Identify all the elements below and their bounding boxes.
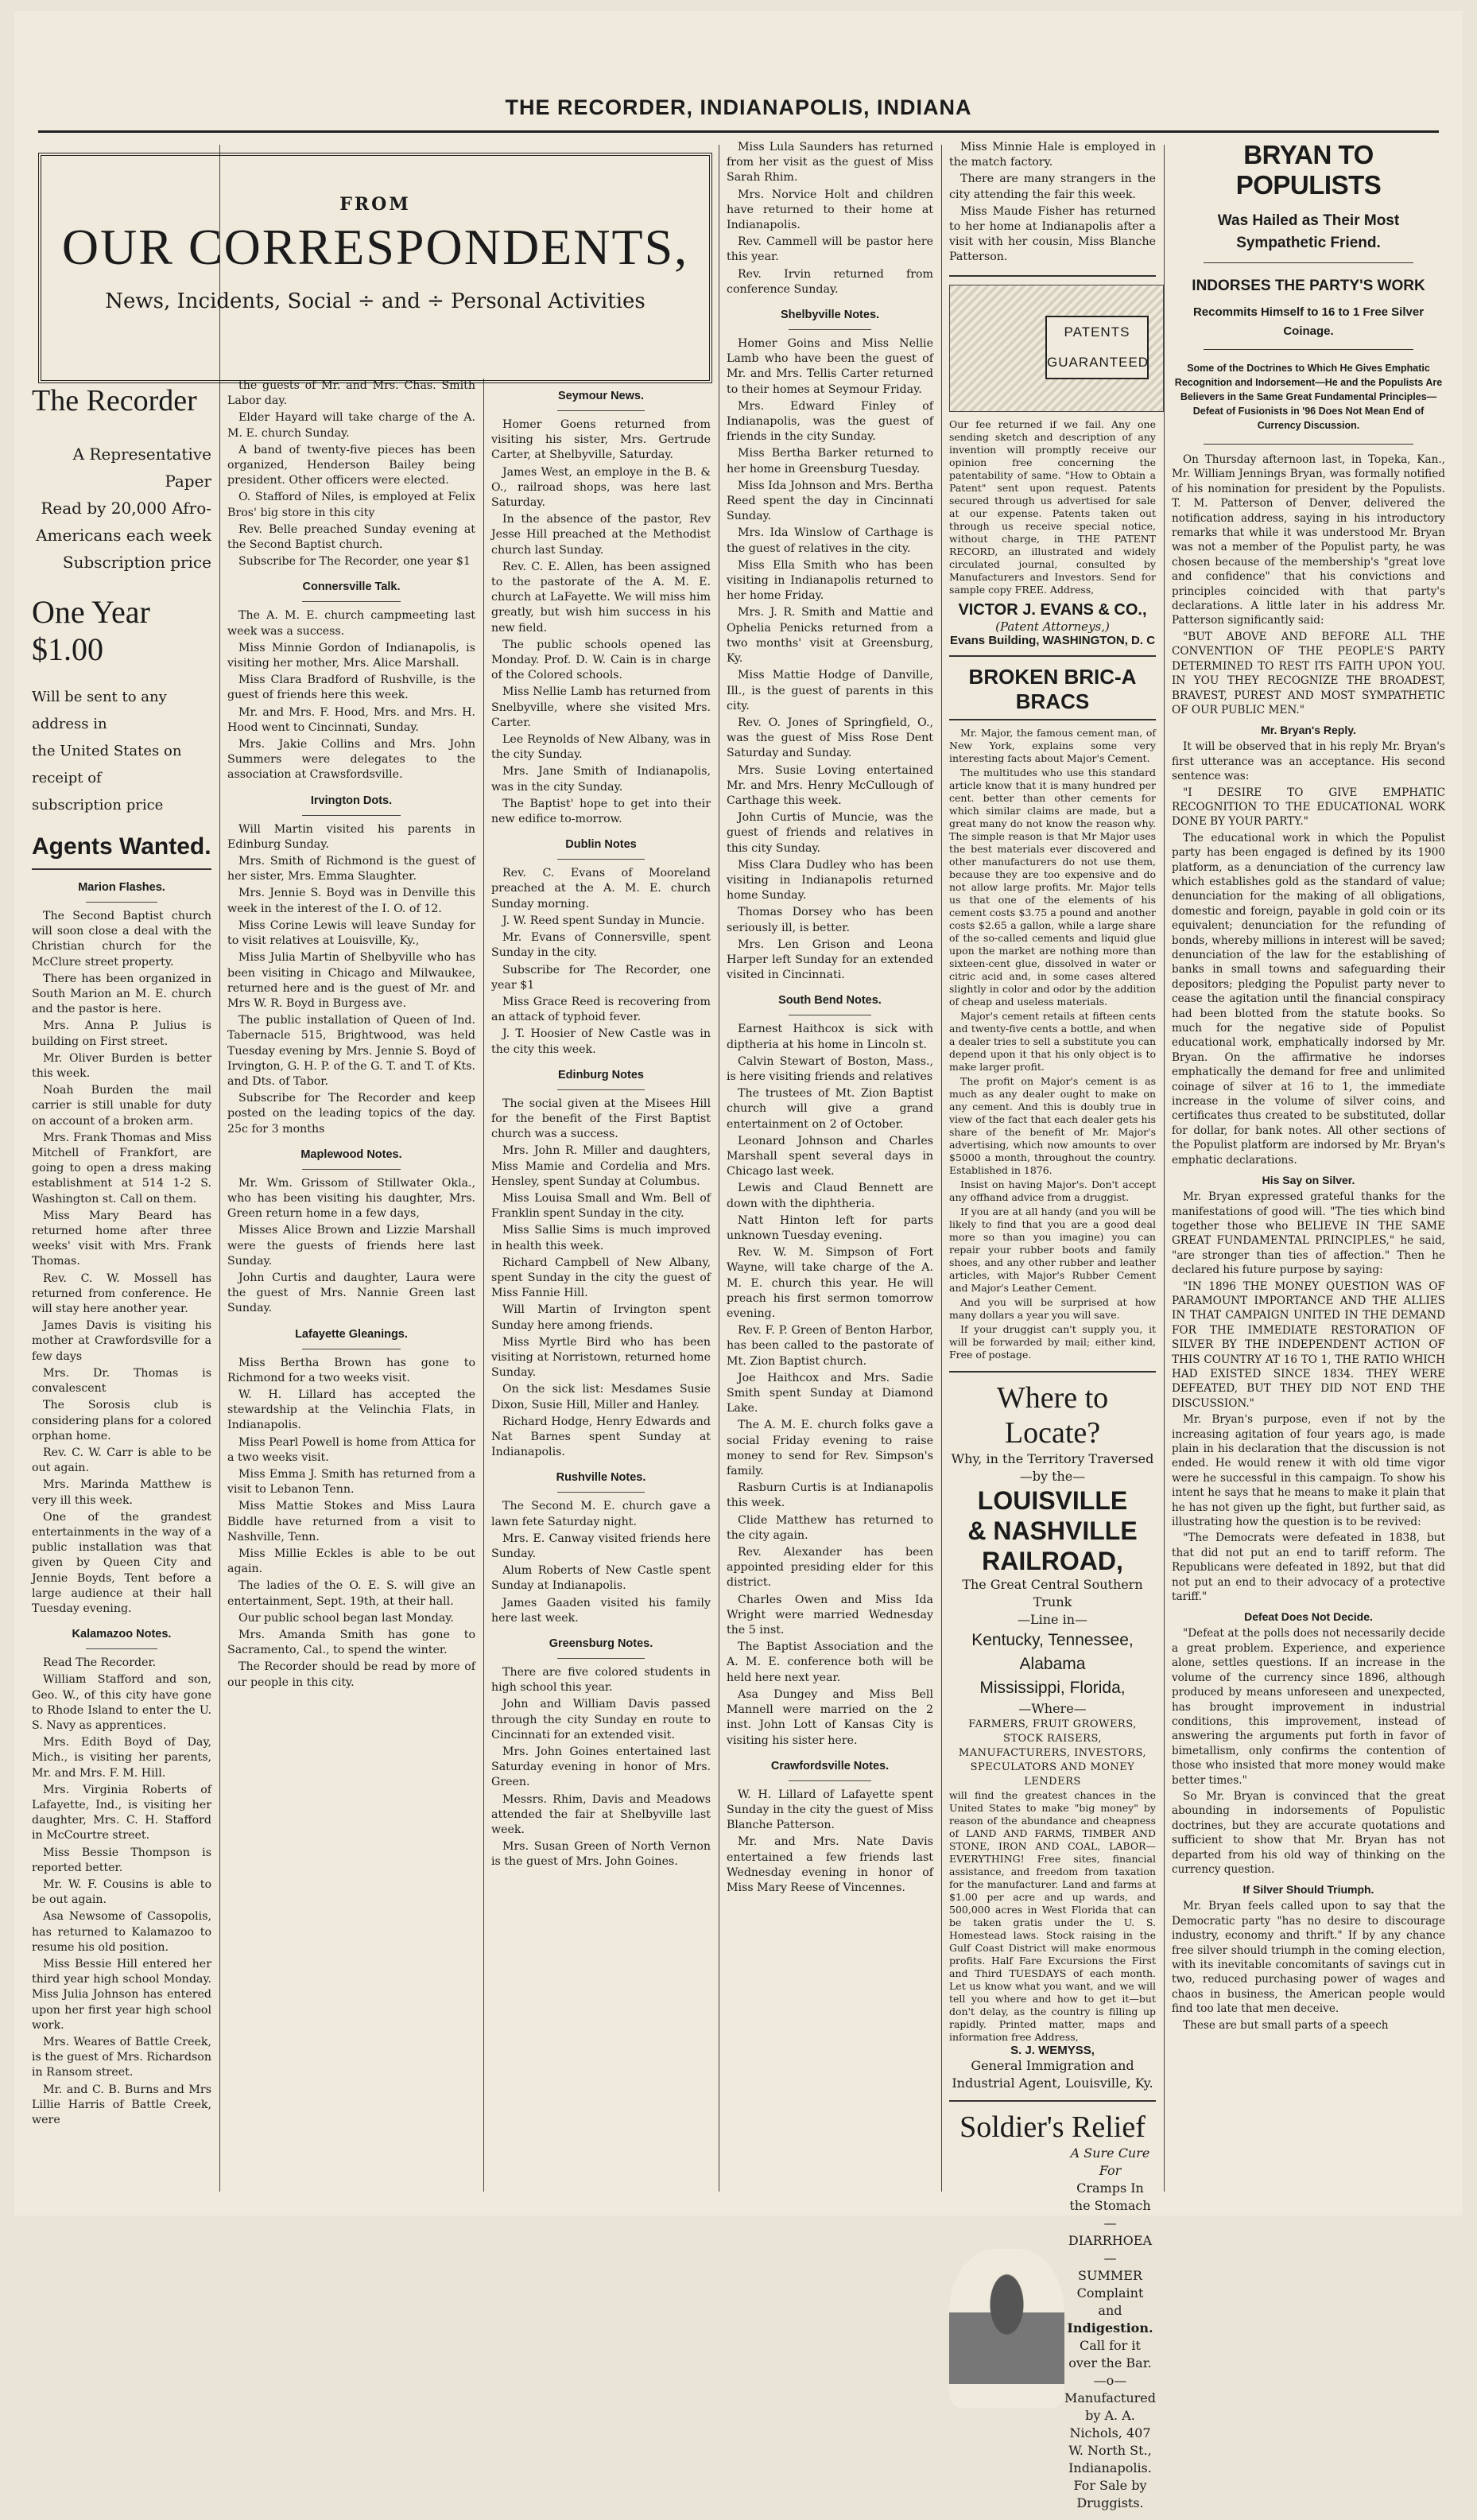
news-item: The ladies of the O. E. S. will give an entertainment, Sept. 19th, at their hall. <box>227 1579 475 1608</box>
news-item: Mr. Evans of Connersville, spent Sunday in the city. <box>491 931 711 960</box>
news-item: Miss Louisa Small and Wm. Bell of Franklin spent Sunday in the city. <box>491 1191 711 1221</box>
promo-condition: subscription price <box>32 797 164 813</box>
ad-line: The Great Central Southern Trunk <box>962 1576 1143 1609</box>
news-item: Lee Reynolds of New Albany, was in the city Sunday. <box>491 733 711 762</box>
south-bend-items <box>727 1022 933 1748</box>
agent-name: S. J. WEMYSS, <box>1010 2043 1095 2057</box>
news-item: Earnest Haithcox is sick with diptheria at his home in Lincoln st. <box>727 1023 933 1051</box>
news-item: Mr. Major, the famous cement man, of New York, explains some very interesting facts about Major's Cement. <box>949 726 1156 764</box>
patent-illustration <box>949 285 1164 412</box>
masthead: THE RECORDER, INDIANAPOLIS, INDIANA <box>505 95 972 119</box>
article-subhead: His Say on Silver. <box>1262 1174 1355 1187</box>
promo-line: Read by 20,000 Afro- <box>41 499 211 518</box>
ad-line: —o— <box>1093 2372 1127 2388</box>
news-item: Homer Goins and Miss Nellie Lamb who have been the guest of Mr. and Mrs. Tellis Carter returned to their homes at Seymour Friday. <box>727 337 933 396</box>
news-item: Miss Lula Saunders has returned from her visit as the guest of Miss Sarah Rhim. <box>727 141 933 184</box>
soldier-illustration <box>949 2249 1064 2408</box>
news-item: The profit on Major's cement is as much as any dealer ought to make on any cement. And this is doubly true in view of the fact that each dealer gets his share of the benefit of Mr. Major's advertising, which now amounts to over $5000 a month, throughout the country. Established in 1876. <box>949 1074 1156 1176</box>
news-item: The Second Baptist church will soon close a deal with the Christian church for the McClure street property. <box>32 910 211 969</box>
news-item: Miss Clara Dudley who has been visiting in Indianapolis returned home Sunday. <box>727 858 933 903</box>
column5-top <box>949 140 1156 277</box>
news-item: Mrs. Amanda Smith has gone to Sacramento, Cal., to spend the winter. <box>227 1629 475 1657</box>
ad-line: For Sale by Druggists. <box>1073 2477 1147 2510</box>
news-item: The social given at the Misees Hill for the benefit of the First Baptist church was a success. <box>491 1097 711 1141</box>
news-item: Calvin Stewart of Boston, Mass., is here visiting friends and relatives <box>727 1054 933 1083</box>
locate-headline: Where to Locate? <box>996 1380 1109 1450</box>
news-item: Mrs. Virginia Roberts of Lafayette, Ind., is visiting her daughter, Mrs. C. H. Stafford in McCourtre street. <box>32 1783 211 1842</box>
news-item: Miss Pearl Powell is home from Attica for a two weeks visit. <box>227 1435 475 1464</box>
continued-items <box>227 379 475 569</box>
ad-line: Cramps In the Stomach <box>1069 2180 1151 2213</box>
section-heading: Connersville Talk. <box>227 580 475 602</box>
section-heading: Maplewood Notes. <box>227 1148 475 1170</box>
news-item: Charles Owen and Miss Ida Wright were married Wednesday the 5 inst. <box>727 1593 933 1637</box>
ad-line: —by the— <box>1019 1468 1086 1484</box>
news-item: The Second M. E. church gave a lawn fete Saturday night. <box>491 1500 711 1528</box>
news-item: Read The Recorder. <box>43 1656 157 1670</box>
article-paragraphs <box>1172 740 1445 1167</box>
soldiers-relief-ad <box>949 2110 1156 2520</box>
marion-items <box>32 909 211 1617</box>
ad-line: SUMMER Complaint and <box>1076 2267 1144 2318</box>
news-item: Mrs. Anna P. Julius is building on First street. <box>32 1019 211 1048</box>
column-2 <box>227 379 475 2192</box>
news-item: W. H. Lillard of Lafayette spent Sunday in the city the guest of Miss Blanche Patterson. <box>727 1788 933 1832</box>
subheadline: Was Hailed as Their Most Sympathetic Friend. <box>1217 212 1400 251</box>
headline: BRYAN TO POPULISTS <box>1235 140 1382 200</box>
edinburg-items <box>491 1097 711 1461</box>
news-item: Mrs. Susie Loving entertained Mr. and Mrs. Henry McCullough of Carthage this week. <box>727 763 933 807</box>
news-item: Joe Haithcox and Mrs. Sadie Smith spent Sunday at Diamond Lake. <box>727 1371 933 1415</box>
news-item: One of the grandest entertainments in the way of a public installation was that given by Queen City and Jennie Boyds, Tent before a large audience at their hall Tuesday evening. <box>32 1510 211 1615</box>
news-item: Clide Matthew has returned to the city again. <box>727 1513 933 1542</box>
rule <box>1204 444 1413 445</box>
news-item: the guests of Mr. and Mrs. Chas. Smith Labor day. <box>227 379 475 408</box>
railroad-name: LOUISVILLE <box>977 1485 1128 1515</box>
news-item: Mr. Oliver Burden is better this week. <box>32 1051 211 1081</box>
news-item: Messrs. Rhim, Davis and Meadows attended the fair at Shelbyville last week. <box>491 1792 711 1837</box>
shelbyville-items <box>727 336 933 983</box>
news-item: Miss Bessie Thompson is reported better. <box>32 1846 211 1874</box>
section-heading: Greensburg Notes. <box>491 1637 711 1659</box>
news-item: Miss Minnie Gordon of Indianapolis, is visiting her mother, Mrs. Alice Marshall. <box>227 641 475 670</box>
ad-line: —DIARRHOEA— <box>1068 2215 1153 2266</box>
news-item: Mrs. Norvice Holt and children have returned to their home at Indianapolis. <box>727 188 933 232</box>
section-heading: Dublin Notes <box>491 838 711 860</box>
article-subhead: Mr. Bryan's Reply. <box>1261 724 1356 737</box>
article-subhead: Defeat Does Not Decide. <box>1244 1610 1373 1624</box>
section-heading: Seymour News. <box>491 390 711 411</box>
news-item: Miss Bessie Hill entered her third year high school Monday. Miss Julia Johnson has entered upon her first year high school work. <box>32 1958 211 2032</box>
section-heading: Marion Flashes. <box>32 881 211 903</box>
news-item: Rev. C. W. Mossell has returned from conference. He will stay here another year. <box>32 1272 211 1316</box>
news-item: Lewis and Claud Bennett are down with the diphtheria. <box>727 1182 933 1210</box>
news-item: Subscribe for The Recorder, one year $1 <box>491 963 711 992</box>
news-item: Miss Mary Beard has returned home after three weeks' visit with Mrs. Frank Thomas. <box>32 1209 211 1268</box>
news-item: Rasburn Curtis is at Indianapolis this week. <box>727 1481 933 1510</box>
news-item: "BUT ABOVE AND BEFORE ALL THE CONVENTION OF THE PEOPLE'S PARTY DETERMINED TO REST ITS FAITH UPON YOU. IN YOU THEY RECOGNIZE THE BROADEST, BRAVEST, PUREST AND MOST SYMPATHETIC OF OUR PUBLIC MEN." <box>1172 630 1445 716</box>
news-item: On Thursday afternoon last, in Topeka, Kan., Mr. William Jennings Bryan, was formally notified of his nomination for president by the Populists. T. M. Patterson of Denver, delivered the notification address, saying in his introductory remarks that while it was understood Mr. Bryan was not a member of the Populist party, he was chosen because of the membership's "great love and confidence" that his convictions and principles coincided with that party's declarations. A little later in his address Mr. Patterson significantly said: <box>1172 453 1445 627</box>
news-item: Leonard Johnson and Charles Marshall spent several days in Chicago last week. <box>727 1134 933 1178</box>
section-heading: Rushville Notes. <box>491 1471 711 1493</box>
news-item: The multitudes who use this standard article know that it is many hundred per cent. better than other cements for which similar claims are made, but a great many do not know the reason why. The simple reason is that Mr Major uses the best materials ever discovered and other manufacturers do not use them, because they are too expensive and do not allow large profits. Mr. Major tells us that one of the elements of his cement costs $3.75 a pound and another costs $2.65 a gallon, while a large share of the so-called cements and liquid glue upon the market are nothing more than sixteen-cent glue, dissolved in water or citric acid and, in some cases altered slightly in color and odor by the addition of cheap and useless materials. <box>949 766 1156 1008</box>
promo-line: Subscription price <box>62 553 211 572</box>
masthead-rule <box>38 130 1439 133</box>
news-item: "I DESIRE TO GIVE EMPHATIC RECOGNITION TO THE EDUCATIONAL WORK DONE BY YOUR PARTY." <box>1172 786 1445 829</box>
seymour-items <box>491 417 711 827</box>
news-item: Miss Clara Bradford of Rushville, is the guest of friends here this week. <box>227 674 475 702</box>
news-item: John and William Davis passed through the city Sunday en route to Cincinnati for an extended visit. <box>491 1698 711 1741</box>
news-item: Mrs. Frank Thomas and Miss Mitchell of Frankfort, are going to open a dress making establishment at 514 1-2 S. Washington st. Call on them. <box>32 1131 211 1206</box>
news-item: Miss Mattie Stokes and Miss Laura Biddle have returned from a visit to Nashville, Tenn. <box>227 1500 475 1543</box>
article-subhead: If Silver Should Triumph. <box>1242 1883 1374 1897</box>
subheadline: Recommits Himself to 16 to 1 Free Silver Coinage. <box>1192 305 1425 338</box>
connersville-items <box>227 608 475 782</box>
news-item: Miss Corine Lewis will leave Sunday for to visit relatives at Louisville, Ky., <box>227 918 475 948</box>
ad-line: —Line in— <box>1017 1611 1088 1627</box>
news-item: Mrs. John Goines entertained last Saturday evening in honor of Mrs. Green. <box>491 1745 711 1789</box>
news-item: Natt Hinton left for parts unknown Tuesday evening. <box>727 1213 933 1242</box>
promo-title: The Recorder <box>32 384 197 417</box>
news-item: Mr. and C. B. Burns and Mrs Lillie Harris of Battle Creek, were <box>32 2083 211 2127</box>
news-item: Alum Roberts of New Castle spent Sunday at Indianapolis. <box>491 1564 711 1593</box>
news-item: On the sick list: Mesdames Susie Dixon, Susie Hill, Miller and Hanley. <box>491 1383 711 1411</box>
news-item: There are many strangers in the city attending the fair this week. <box>949 173 1156 201</box>
news-item: Mrs. Jakie Collins and Mrs. John Summers were delegates to the association at Crawsfordsville. <box>227 738 475 782</box>
news-item: These are but small parts of a speech <box>1183 2018 1389 2032</box>
news-item: Miss Julia Martin of Shelbyville who has been visiting in Chicago and Milwaukee, returned here and is the guest of Mr. and Mrs W. R. Boyd in Burgess ave. <box>227 951 475 1010</box>
badge-line: GUARANTEED <box>1047 354 1149 370</box>
news-item: "The Democrats were defeated in 1838, but that did not put an end to tariff reform. The Republicans were defeated in 1892, but that did not put an end to their advocacy of a protective tariff." <box>1172 1532 1445 1604</box>
news-item: The Recorder should be read by more of our people in this city. <box>227 1660 475 1689</box>
news-item: The A. M. E. church folks gave a social Friday evening to raise money to send for Rev. Simpson's family. <box>727 1419 933 1478</box>
news-item: Misses Alice Brown and Lizzie Marshall were the guests of friends here last Sunday. <box>227 1224 475 1268</box>
news-item: John Curtis of Muncie, was the guest of friends and relatives in this city Sunday. <box>727 811 933 855</box>
news-item: Elder Hayard will take charge of the A. M. E. church Sunday. <box>227 411 475 440</box>
news-item: Rev. F. P. Green of Benton Harbor, has been called to the pastorate of Mt. Zion Baptist church. <box>727 1324 933 1368</box>
news-item: W. H. Lillard has accepted the stewardship at the Velinchia Flats, in Indianapolis. <box>227 1388 475 1432</box>
news-item: Mrs. E. Canway visited friends here Sunday. <box>491 1532 711 1560</box>
news-item: O. Stafford of Niles, is employed at Felix Bros' big store in this city <box>227 491 475 519</box>
section-heading: Irvington Dots. <box>227 794 475 816</box>
news-item: Rev. C. W. Carr is able to be out again. <box>32 1446 211 1475</box>
news-item: James Davis is visiting his mother at Crawfordsville for a few days <box>32 1319 211 1363</box>
news-item: The Baptist' hope to get into their new edifice to-morrow. <box>491 797 711 826</box>
news-item: James West, an employe in the B. & O., railroad shops, was here last Saturday. <box>491 465 711 510</box>
promo-line: Americans each week <box>36 526 211 545</box>
news-item: There are five colored students in high school this year. <box>491 1666 711 1695</box>
soldier-headline: Soldier's Relief <box>959 2110 1146 2144</box>
states-line: Mississippi, Florida, <box>979 1678 1126 1697</box>
news-item: Subscribe for The Recorder, one year $1 <box>238 555 471 569</box>
news-item: There has been organized in South Marion an M. E. church and the pastor is here. <box>32 972 211 1016</box>
ad-line: A Sure Cure For <box>1070 2145 1150 2178</box>
news-item: If you are at all handy (and you will be likely to find that you are a good deal more so than you imagine) you can repair your rubber boots and family shoes, and any other rubber and leather articles, with Major's Rubber Cement and Major's Leather Cement. <box>949 1205 1156 1294</box>
news-item: Rev. C. Evans of Mooreland preached at the A. M. E. church Sunday morning. <box>491 867 711 911</box>
column-1 <box>32 379 211 2192</box>
news-item: The Baptist Association and the A. M. E. conference both will be held here next year. <box>727 1641 933 1684</box>
news-item: A band of twenty-five pieces has been organized, Henderson Bailey being president. Other officers were elected. <box>227 443 475 487</box>
section-heading: South Bend Notes. <box>727 994 933 1015</box>
patent-badge <box>1045 316 1149 379</box>
section-heading: Crawfordsville Notes. <box>727 1760 933 1781</box>
soldier-body <box>949 2145 1156 2512</box>
patent-firm-sub: (Patent Attorneys,) <box>995 619 1110 634</box>
news-item: Mrs. Ida Winslow of Carthage is the guest of relatives in the city. <box>727 526 933 555</box>
news-item: Mrs. Jennie S. Boyd was in Denville this week in the interest of the I. O. of 12. <box>227 887 475 915</box>
news-item: The educational work in which the Populist party has been engaged is defined by its 1900 platform, as a denunciation of the currency law which establishes gold as the standard of value; denunciation for the making of all obligations, domestic and foreign, payable in gold coin or its equivalent; denunciation for the refunding of bonds, whereby millions in interest will be saved; denunciation of the law for the establishing of banks in small towns and safeguarding their depositors; pledging the Populist party never to cease the agitation until the financial conspiracy had been blotted from the statute books. So much for the negative side of Populist educational work, emphatically indorsed by Mr. Bryan. On the affirmative he indorses emphatically the demand for free and unlimited coinage of silver at 16 to 1, the immediate increase in the volume of silver coins, and certificates thus created to be substituted, dollar for dollar, for bank notes. All other sections of the Populist platform are indorsed by Mr. Bryan's emphatic declarations. <box>1172 831 1445 1167</box>
news-item: Miss Bertha Barker returned to her home in Greensburg Tuesday. <box>727 447 933 476</box>
news-item: It will be observed that in his reply Mr. Bryan's first utterance was an acceptance. His second sentence was: <box>1172 740 1445 783</box>
news-item: So Mr. Bryan is convinced that the great abounding in indorsements of Populistic doctrines, but they are accurate quotations and sufficient to show that Mr. Bryan has not departed from his old way of thinking on the currency question. <box>1172 1789 1445 1876</box>
news-item: Miss Mattie Hodge of Danville, Ill., is the guest of parents in this city. <box>727 669 933 713</box>
news-item: Miss Bertha Brown has gone to Richmond for a two weeks visit. <box>227 1356 475 1384</box>
news-item: Mrs. Susan Green of North Vernon is the guest of Mrs. John Goines. <box>491 1840 711 1869</box>
section-heading: Lafayette Gleanings. <box>227 1328 475 1349</box>
article-paragraphs <box>1172 452 1445 717</box>
news-item: Mrs. Jane Smith of Indianapolis, was in the city Sunday. <box>491 765 711 794</box>
news-item: Miss Grace Reed is recovering from an attack of typhoid fever. <box>491 995 711 1024</box>
greensburg-items <box>491 1665 711 1870</box>
subscription-promo <box>32 383 211 870</box>
news-item: Rev. Alexander has been appointed presiding elder for this district. <box>727 1546 933 1590</box>
news-item: Asa Newsome of Cassopolis, has returned to Kalamazoo to resume his old position. <box>32 1910 211 1954</box>
agents-wanted: Agents Wanted. <box>32 833 211 860</box>
news-item: Mr. Bryan feels called upon to say that the Democratic party "has no desire to discourage industry, economy and thrift." If by any chance free silver should triumph in the coming election, with its inevitable concomitants of savings cut in two, reduced purchasing power of wages and chaos in business, the American people would find too late that men deceive. <box>1172 1900 1445 2016</box>
column4-top-items <box>727 140 933 297</box>
ad-caps: FARMERS, FRUIT GROWERS, STOCK RAISERS, MANUFACTURERS, INVESTORS, SPECULATORS AND MONEY LENDERS <box>958 1718 1147 1788</box>
section-heading: Shelbyville Notes. <box>727 309 933 330</box>
newspaper-page <box>14 11 1463 2510</box>
news-item: Mr. Bryan's purpose, even if not by the increasing agitation of four years ago, is made plain in his declaration that the discussion is not ended. He would renew it with old time vigor were he successful in this campaign. To show his intent he says that he means to make it plain that he has not given up the fight, but further said, as illustrating how the question is to be revived: <box>1172 1413 1445 1529</box>
agent-title: General Immigration and Industrial Agent, Louisville, Ky. <box>952 2057 1153 2091</box>
news-item: Mrs. Marinda Matthew is very ill this week. <box>32 1478 211 1507</box>
news-item: Major's cement retails at fifteen cents and twenty-five cents a bottle, and when a dealer tries to sell a substitute you can depend upon it that his only object is to make larger profit. <box>949 1009 1156 1073</box>
news-item: Mr. Wm. Grissom of Stillwater Okla., who has been visiting his daughter, Mrs. Green return home in a few days, <box>227 1176 475 1221</box>
news-item: The Sorosis club is considering plans for a colored orphan home. <box>32 1399 211 1442</box>
news-item: Thomas Dorsey who has been seriously ill, is better. <box>727 906 933 934</box>
news-item: Miss Nellie Lamb has returned from Snelbyville, where she visited Mrs. Carter. <box>491 685 711 729</box>
dublin-items <box>491 866 711 1057</box>
news-item: The trustees of Mt. Zion Baptist church will give a grand entertainment on 2 of October. <box>727 1087 933 1131</box>
lafayette-items <box>227 1356 475 1691</box>
cement-headline: BROKEN BRIC-A BRACS <box>949 665 1156 720</box>
column-4 <box>727 140 933 2192</box>
news-item: The public installation of Queen of Ind. Tabernacle 515, Brightwood, was held Tuesday evening by Mrs. Jennie S. Boyd of Irvington, G. H. P. of the G. T. and T. of Kts. and Dts. of Tabor. <box>227 1014 475 1088</box>
correspondents-banner <box>38 153 712 383</box>
news-item: "Defeat at the polls does not necessarily decide a great problem. Experience, and experience alone, settles questions. If an increase in the volume of the currency since 1896, although produced by means unforeseen and unexpected, has brought improvement in industrial conditions, this improvement, instead of answering the arguments put forth in favor of bimetallism, only confirms the contention of those who insisted that more money would make better times." <box>1172 1627 1445 1787</box>
news-item: Mrs. John R. Miller and daughters, Miss Mamie and Cordelia and Mrs. Hensley, spent Sunday at Columbus. <box>491 1144 711 1188</box>
news-item: Our public school began last Monday. <box>238 1611 454 1625</box>
ad-line: —Where— <box>1018 1700 1087 1716</box>
cement-text <box>949 727 1156 1361</box>
news-item: Subscribe for The Recorder and keep posted on the leading topics of the day. 25c for 3 months <box>227 1092 475 1136</box>
news-item: Mrs. Edith Boyd of Day, Mich., is visiting her parents, Mr. and Mrs. F. M. Hill. <box>32 1736 211 1780</box>
subheadline: INDORSES THE PARTY'S WORK <box>1192 278 1425 294</box>
news-item: Miss Sallie Sims is much improved in health this week. <box>491 1224 711 1252</box>
rushville-items <box>491 1499 711 1626</box>
news-item: Mrs. Dr. Thomas is convalescent <box>32 1366 211 1396</box>
news-item: If your druggist can't supply you, it will be forwarded by mail; either kind, Free of postage. <box>949 1322 1156 1361</box>
news-item: Asa Dungey and Miss Bell Mannell were married on the 2 inst. John Lott of Kansas City is visiting his sister here. <box>727 1687 933 1747</box>
news-item: James Gaaden visited his family here last week. <box>491 1596 711 1625</box>
news-item: Rev. Irvin returned from conference Sunday. <box>727 267 933 296</box>
ad-line: Indigestion. <box>1067 2320 1153 2336</box>
news-item: Rev. Belle preached Sunday evening at the Second Baptist church. <box>227 522 475 552</box>
news-item: Rev. Cammell will be pastor here this year. <box>727 235 933 264</box>
irvington-items <box>227 822 475 1137</box>
rule <box>1204 349 1413 350</box>
news-item: Mrs. Smith of Richmond is the guest of her sister, Mrs. Emma Slaughter. <box>227 855 475 883</box>
news-item: Mr. and Mrs. F. Hood, Mrs. and Mrs. H. Hood went to Cincinnati, Sunday. <box>227 705 475 734</box>
column-3 <box>491 379 711 2192</box>
article-paragraphs <box>1172 1626 1445 1877</box>
news-item: Will Martin visited his parents in Edinburg Sunday. <box>227 822 475 851</box>
article-paragraphs <box>1172 1899 1445 2033</box>
news-item: Insist on having Major's. Don't accept any offhand advice from a druggist. <box>949 1178 1156 1203</box>
news-item: Richard Hodge, Henry Edwards and Nat Barnes spent Sunday at Indianapolis. <box>491 1415 711 1459</box>
patent-address: Evans Building, WASHINGTON, D. C <box>949 633 1156 647</box>
deck: Some of the Doctrines to Which He Gives Emphatic Recognition and Indorsement—He and the Populists Are Believers in the Same Great Fundamental Principles—Defeat of Fusionists in '96 Does Not Mean End of Currency Discussion. <box>1174 363 1443 431</box>
news-item: John Curtis and daughter, Laura were the guest of Mrs. Nannie Green last Sunday. <box>227 1271 475 1315</box>
promo-rule <box>32 868 211 870</box>
ad-text: will find the greatest chances in the United States to make "big money" by reason of the abundance and cheapness of LAND AND FARMS, TIMBER AND STONE, IRON AND COAL, LABOR—EVERYTHING! Free sites, financial assistance, and freedom from taxation for the manufacturer. Land and farms at $1.00 per acre and up wards, and 500,000 acres in West Florida that can be taken gratis under the U. S. Homestead laws. Stock raising in the Gulf Coast District will make enormous profits. Half Fare Excursions the First and Third TUESDAYS of each month. Let us know what you want, and we will tell you where and how to get it—but don't delay, as the country is filling up rapidly. Printed matter, maps and information free Address, <box>949 1788 1156 2043</box>
section-heading: Kalamazoo Notes. <box>32 1628 211 1649</box>
news-item: Miss Emma J. Smith has returned from a visit to Lebanon Tenn. <box>227 1467 475 1497</box>
railroad-name: RAILROAD, <box>982 1546 1123 1575</box>
news-item: Rev. W. M. Simpson of Fort Wayne, will take charge of the A. M. E. church this year. He will preach his first sermon tomorrow evening. <box>727 1246 933 1321</box>
promo-price: One Year $1.00 <box>32 594 150 667</box>
news-item: The A. M. E. church campmeeting last week was a success. <box>227 609 475 638</box>
column-rule <box>219 145 220 2192</box>
news-item: And you will be surprised at how many dollars a year you will save. <box>949 1295 1156 1321</box>
ad-line: Why, in the Territory Traversed <box>951 1450 1154 1466</box>
crawfordsville-items <box>727 1788 933 1896</box>
ad-line: Call for it over the Bar. <box>1068 2337 1152 2371</box>
news-item: J. W. Reed spent Sunday in Muncie. <box>502 914 705 927</box>
banner-title: OUR CORRESPONDENTS, <box>61 219 689 275</box>
news-item: Miss Minnie Hale is employed in the match factory. <box>949 141 1156 169</box>
badge-line: PATENTS <box>1064 324 1130 340</box>
news-item: Rev. C. E. Allen, has been assigned to the pastorate of the A. M. E. church at LaFayette. We will miss him greatly, but wish him success in his new field. <box>491 560 711 635</box>
railroad-ad <box>949 1380 1156 2102</box>
news-item: Rev. O. Jones of Springfield, O., was the guest of Miss Rose Dent Saturday and Sunday. <box>727 716 933 760</box>
news-item: Mr. Bryan expressed grateful thanks for the manifestations of good will. "The ties which bind together those who BELIEVE IN THE SAME GREAT FUNDAMENTAL PRINCIPLES," he said, "are stronger than ties of affection." Then he declared his future purpose by saying: <box>1172 1190 1445 1277</box>
column-6 <box>1172 140 1445 2192</box>
news-item: Miss Ella Smith who has been visiting in Indianapolis returned to her home Friday. <box>727 558 933 603</box>
banner-from: FROM <box>339 194 411 215</box>
news-item: Mrs. J. R. Smith and Mattie and Ophelia Penicks returned from a two months' visit at Greensburg, Ky. <box>727 606 933 666</box>
news-item: William Stafford and son, Geo. W., of this city have gone to Rhode Island to enter the U. S. Navy as apprentices. <box>32 1673 211 1732</box>
patent-ad <box>949 285 1156 657</box>
news-item: Mr. and Mrs. Nate Davis entertained a few friends last Wednesday evening in honor of Miss Mary Reese of Vincennes. <box>727 1835 933 1894</box>
column-rule <box>941 145 942 2192</box>
column-rule <box>1164 145 1165 2192</box>
rule <box>1204 262 1413 263</box>
news-item: Mrs. Weares of Battle Creek, is the guest of Mrs. Richardson in Ransom street. <box>32 2036 211 2079</box>
article-paragraphs <box>1172 1190 1445 1604</box>
banner-subtitle: News, Incidents, Social ÷ and ÷ Personal Activities <box>105 289 645 313</box>
news-item: In the absence of the pastor, Rev Jesse Hill preached at the Methodist church last Sunday. <box>491 513 711 557</box>
patent-firm: VICTOR J. EVANS & CO., <box>958 600 1147 619</box>
news-item: Miss Myrtle Bird who has been visiting at Norristown, returned home Sunday. <box>491 1335 711 1380</box>
section-heading: Edinburg Notes <box>491 1069 711 1090</box>
news-item: J. T. Hoosier of New Castle was in the city this week. <box>491 1027 711 1056</box>
promo-condition: Will be sent to any address in <box>32 689 167 732</box>
news-item: Homer Goens returned from visiting his sister, Mrs. Gertrude Carter, at Shelbyville, Saturday. <box>491 418 711 462</box>
news-item: Miss Maude Fisher has returned to her home at Indianapolis after a visit with her cousin, Miss Blanche Patterson. <box>949 204 1156 264</box>
news-item: "IN 1896 THE MONEY QUESTION WAS OF PARAMOUNT IMPORTANCE AND THE ALLIES IN THAT CAMPAIGN UNITED IN THE DEMAND FOR THE IMMEDIATE RESTORATION OF SILVER BY THE INDEPENDENT ACTION OF THIS COUNTRY AT 16 TO 1, THE RATIO WHICH HAD EXISTED SINCE 1834. THEY WERE DEFEATED, BUT THEY DID NOT END THE DISCUSSION." <box>1172 1279 1445 1410</box>
kalamazoo-items <box>32 1656 211 2128</box>
patent-text: Our fee returned if we fail. Any one sending sketch and description of any invention will promptly receive our opinion free concerning the patentability of same. "How to Obtain a Patent" sent upon request. Patents secured through us advertised for sale at our expense. Patents taken out through us receive special notice, without charge, in THE PATENT RECORD, an illustrated and widely circulated journal, consulted by Manufacturers and Investors. Send for sample copy FREE. Address, <box>949 417 1156 596</box>
promo-condition: the United States on receipt of <box>32 743 182 786</box>
news-item: Mr. W. F. Cousins is able to be out again. <box>32 1877 211 1907</box>
column-rule <box>483 379 484 2192</box>
cement-ad <box>949 665 1156 1373</box>
news-item: Mrs. Edward Finley of Indianapolis, was the guest of friends in the city Sunday. <box>727 399 933 444</box>
states-line: Kentucky, Tennessee, Alabama <box>971 1630 1134 1673</box>
news-item: The public schools opened las Monday. Prof. D. W. Cain is in charge of the Colored schools. <box>491 638 711 682</box>
news-item: Miss Millie Eckles is able to be out again. <box>227 1547 475 1576</box>
news-item: Miss Ida Johnson and Mrs. Bertha Reed spent the day in Cincinnati Sunday. <box>727 479 933 523</box>
ad-line: Manufactured by A. A. Nichols, 407 W. North St., Indianapolis. <box>1064 2390 1156 2475</box>
column5-top-items <box>949 140 1156 266</box>
railroad-name: & NASHVILLE <box>967 1516 1138 1545</box>
column-5 <box>949 140 1156 2510</box>
news-item: Mrs. Len Grison and Leona Harper left Sunday for an extended visited in Cincinnati. <box>727 938 933 982</box>
maplewood-items <box>227 1176 475 1317</box>
news-item: Noah Burden the mail carrier is still unable for duty on account of a broken arm. <box>32 1084 211 1128</box>
promo-line: A Representative Paper <box>72 445 211 491</box>
news-item: Will Martin of Irvington spent Sunday here among friends. <box>491 1303 711 1332</box>
news-item: Richard Campbell of New Albany, spent Sunday in the city the guest of Miss Fannie Hill. <box>491 1256 711 1300</box>
